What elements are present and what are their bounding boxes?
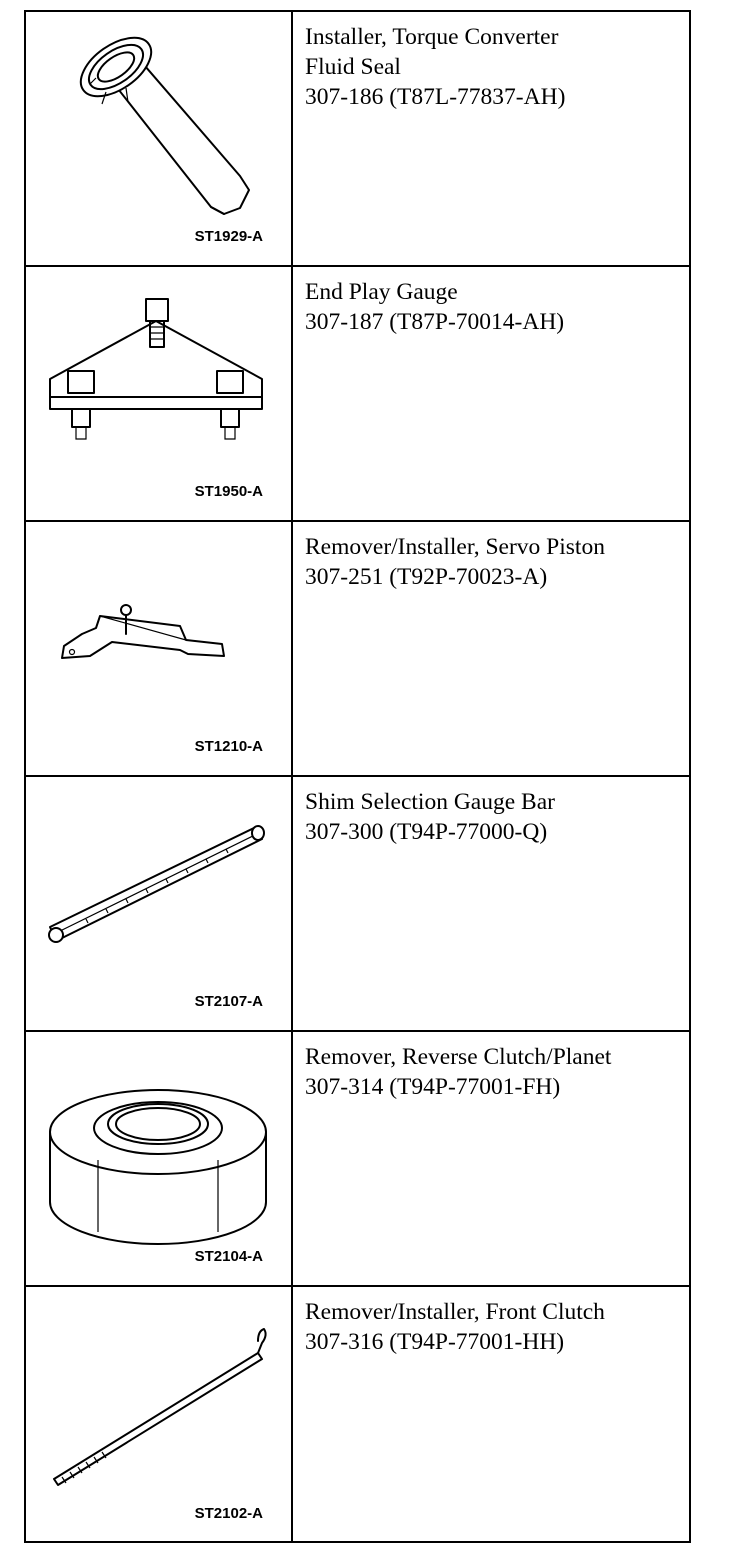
figure-code: ST1210-A (194, 738, 263, 755)
tool-number: 307-316 (T94P-77001-HH) (305, 1329, 565, 1355)
figure-code: ST1950-A (194, 483, 263, 500)
tool-image-cell (26, 522, 293, 775)
tool-row (26, 12, 689, 267)
figure-code: ST2104-A (194, 1248, 263, 1265)
tool-table (24, 10, 691, 1543)
tool-name: Installer, Torque Converter (305, 24, 559, 50)
tool-number: 307-314 (T94P-77001-FH) (305, 1074, 561, 1100)
tool-row (26, 267, 689, 522)
front-clutch-tool-icon (26, 1287, 291, 1540)
tool-description (305, 1297, 685, 1357)
tool-row (26, 777, 689, 1032)
figure-code: ST2102-A (194, 1505, 263, 1522)
tool-description (305, 277, 685, 337)
tool-number: 307-186 (T87L-77837-AH) (305, 84, 566, 110)
tool-name: Remover/Installer, Servo Piston (305, 534, 605, 560)
tool-number: 307-251 (T92P-70023-A) (305, 564, 548, 590)
tool-name: Shim Selection Gauge Bar (305, 789, 555, 815)
tool-image-cell (26, 12, 293, 265)
tool-number: 307-187 (T87P-70014-AH) (305, 309, 565, 335)
tool-name: Remover/Installer, Front Clutch (305, 1299, 605, 1325)
tool-description (305, 532, 685, 592)
tool-name: End Play Gauge (305, 279, 458, 305)
tool-row (26, 522, 689, 777)
tool-image-cell (26, 1032, 293, 1285)
tool-row (26, 1032, 689, 1287)
figure-code: ST2107-A (194, 993, 263, 1010)
tool-image-cell (26, 777, 293, 1030)
figure-code: ST1929-A (194, 228, 263, 245)
tool-description (305, 1042, 685, 1102)
tool-number: 307-300 (T94P-77000-Q) (305, 819, 548, 845)
tool-image-cell (26, 267, 293, 520)
tool-description (305, 787, 685, 847)
tool-name: Fluid Seal (305, 54, 401, 80)
tool-description (305, 22, 685, 112)
tool-image-cell (26, 1287, 293, 1542)
tool-name: Remover, Reverse Clutch/Planet (305, 1044, 612, 1070)
tool-row (26, 1287, 689, 1542)
